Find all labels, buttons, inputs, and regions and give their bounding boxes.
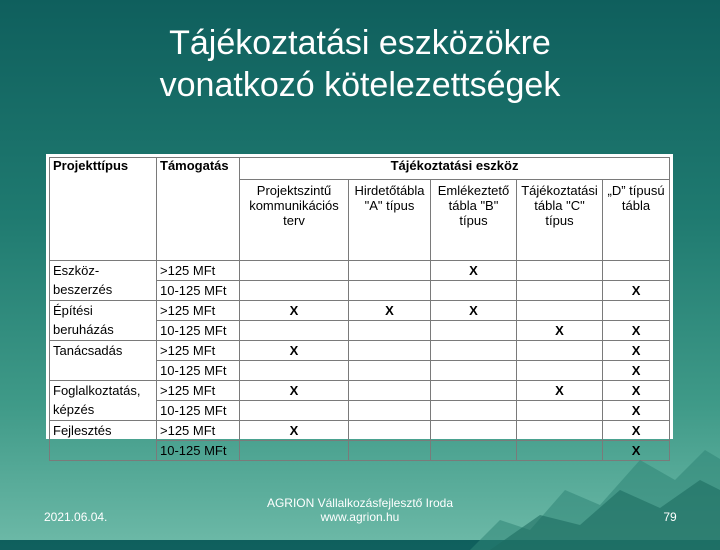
obligation-mark-cell: X [603, 381, 670, 401]
obligation-mark-cell [431, 381, 517, 401]
obligation-mark-cell: X [603, 361, 670, 381]
obligation-mark-cell: X [603, 341, 670, 361]
support-cell: 10-125 MFt [157, 401, 240, 421]
obligation-mark-cell [603, 301, 670, 321]
header-tool-c: Tájékoztatási tábla "C" típus [517, 180, 603, 261]
obligation-mark-cell [517, 301, 603, 321]
obligation-mark-cell [240, 261, 349, 281]
obligation-mark-cell [517, 281, 603, 301]
table-row [50, 301, 670, 321]
obligation-mark-cell [240, 401, 349, 421]
header-tool-b: Emlékeztető tábla "B" típus [431, 180, 517, 261]
slide-title [60, 22, 660, 106]
support-cell: >125 MFt [157, 301, 240, 321]
obligation-mark-cell: X [603, 421, 670, 441]
obligations-table-panel [46, 154, 673, 458]
support-cell: 10-125 MFt [157, 441, 240, 461]
project-type-cell: Fejlesztés [50, 421, 157, 461]
obligation-mark-cell: X [603, 401, 670, 421]
footer-organization [240, 496, 480, 524]
obligation-mark-cell: X [349, 301, 431, 321]
obligation-mark-cell [240, 441, 349, 461]
obligation-mark-cell [603, 261, 670, 281]
obligation-mark-cell [349, 401, 431, 421]
project-type-cell: Tanácsadás [50, 341, 157, 381]
obligation-mark-cell [349, 281, 431, 301]
obligation-mark-cell: X [431, 301, 517, 321]
obligation-mark-cell: X [240, 421, 349, 441]
obligation-mark-cell: X [517, 381, 603, 401]
obligation-mark-cell [431, 321, 517, 341]
footer-org-name: AGRION Vállalkozásfejlesztő Iroda [266, 496, 454, 510]
support-cell: 10-125 MFt [157, 281, 240, 301]
header-tool-group: Tájékoztatási eszköz [240, 158, 670, 180]
obligation-mark-cell [431, 341, 517, 361]
project-type-cell: Eszköz-beszerzés [50, 261, 157, 301]
table-row [50, 261, 670, 281]
header-project-type: Projekttípus [50, 158, 157, 261]
obligation-mark-cell [240, 281, 349, 301]
obligation-mark-cell [349, 321, 431, 341]
obligation-mark-cell [431, 281, 517, 301]
project-type-cell: Foglalkoztatás, képzés [50, 381, 157, 421]
obligation-mark-cell [431, 401, 517, 421]
header-support: Támogatás [157, 158, 240, 261]
obligation-mark-cell: X [240, 341, 349, 361]
obligation-mark-cell: X [431, 261, 517, 281]
obligation-mark-cell [517, 261, 603, 281]
obligation-mark-cell [240, 361, 349, 381]
header-tool-d: „D” típusú tábla [603, 180, 670, 261]
obligation-mark-cell: X [517, 321, 603, 341]
obligation-mark-cell [517, 341, 603, 361]
table-row [50, 381, 670, 401]
footer-url: www.agrion.hu [320, 510, 400, 524]
obligation-mark-cell: X [603, 321, 670, 341]
obligation-mark-cell: X [603, 281, 670, 301]
project-type-cell: Építési beruházás [50, 301, 157, 341]
obligation-mark-cell: X [603, 441, 670, 461]
obligation-mark-cell [517, 361, 603, 381]
footer-date: 2021.06.04. [44, 510, 108, 524]
obligation-mark-cell: X [240, 301, 349, 321]
obligation-mark-cell [349, 341, 431, 361]
support-cell: >125 MFt [157, 261, 240, 281]
obligation-mark-cell [349, 261, 431, 281]
support-cell: 10-125 MFt [157, 321, 240, 341]
obligation-mark-cell [349, 441, 431, 461]
obligation-mark-cell [349, 381, 431, 401]
obligations-table [49, 157, 670, 461]
support-cell: >125 MFt [157, 421, 240, 441]
obligation-mark-cell [431, 361, 517, 381]
header-tool-plan: Projektszintű kommunikációs terv [240, 180, 349, 261]
obligation-mark-cell [240, 321, 349, 341]
page-number: 79 [663, 510, 677, 524]
support-cell: 10-125 MFt [157, 361, 240, 381]
support-cell: >125 MFt [157, 381, 240, 401]
title-line-1: Tájékoztatási eszközökre [169, 24, 551, 62]
title-line-2: vonatkozó kötelezettségek [159, 66, 561, 104]
support-cell: >125 MFt [157, 341, 240, 361]
header-tool-a: Hirdetőtábla "A" típus [349, 180, 431, 261]
obligation-mark-cell: X [240, 381, 349, 401]
obligation-mark-cell [349, 361, 431, 381]
obligation-mark-cell [517, 401, 603, 421]
table-row [50, 341, 670, 361]
decorative-mountain-image [470, 420, 720, 550]
obligation-mark-cell [349, 421, 431, 441]
